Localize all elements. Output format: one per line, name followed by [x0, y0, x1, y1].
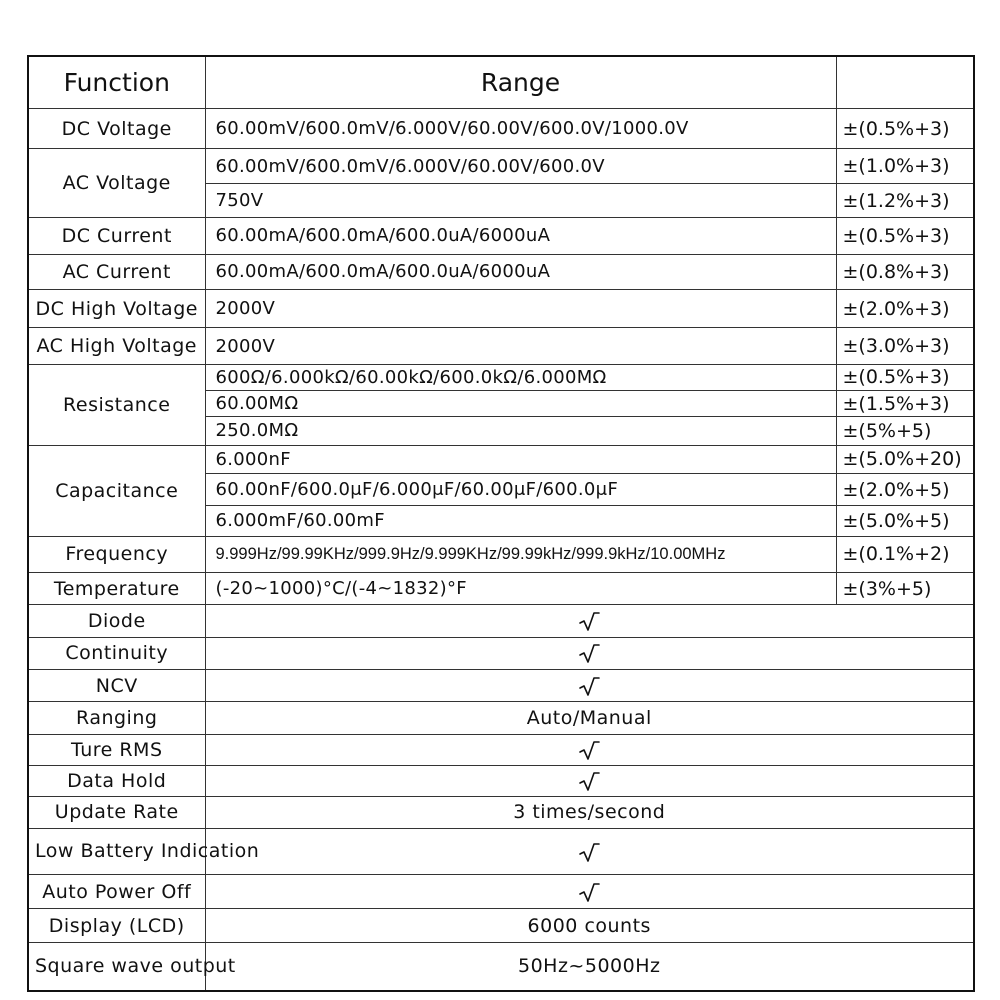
- supported-cell: [205, 828, 974, 874]
- table-row: [28, 702, 974, 734]
- function-dc-current: DC Current: [28, 218, 205, 254]
- function-capacitance: Capacitance: [28, 445, 205, 536]
- supported-cell: [205, 669, 974, 701]
- range-header: Range: [205, 56, 836, 109]
- supported-cell: [205, 605, 974, 637]
- range-value: (-20~1000)°C/(-4~1832)°F: [205, 572, 836, 604]
- supported-cell: [205, 765, 974, 796]
- table-row: [28, 637, 974, 669]
- table-row: [28, 669, 974, 701]
- accuracy-value: ±(0.5%+3): [836, 109, 974, 149]
- function-resistance: Resistance: [28, 364, 205, 445]
- table-row: [28, 218, 974, 254]
- function-data-hold: Data Hold: [28, 765, 205, 796]
- accuracy-value: ±(2.0%+5): [836, 473, 974, 505]
- function-ac-voltage: AC Voltage: [28, 149, 205, 218]
- table-row: [28, 289, 974, 327]
- table-row: [28, 445, 974, 473]
- range-value: 6.000mF/60.00mF: [205, 506, 836, 536]
- range-value: 2000V: [205, 289, 836, 327]
- range-value: 60.00MΩ: [205, 390, 836, 416]
- check-mark-icon: [578, 841, 600, 863]
- table-row: [28, 605, 974, 637]
- accuracy-value: ±(3.0%+3): [836, 328, 974, 364]
- accuracy-value: ±(0.5%+3): [836, 364, 974, 390]
- range-value: 600Ω/6.000kΩ/60.00kΩ/600.0kΩ/6.000MΩ: [205, 364, 836, 390]
- table-row: [28, 364, 974, 390]
- table-row: [28, 875, 974, 909]
- table-row: [28, 536, 974, 572]
- table-row: [28, 797, 974, 828]
- range-value: 2000V: [205, 328, 836, 364]
- accuracy-value: ±(2.0%+3): [836, 289, 974, 327]
- range-value: 250.0MΩ: [205, 417, 836, 445]
- table-row: [28, 734, 974, 765]
- function-square-wave: Square wave output: [28, 942, 205, 991]
- accuracy-value: ±(1.2%+3): [836, 183, 974, 217]
- range-value: 60.00nF/600.0μF/6.000μF/60.00μF/600.0μF: [205, 473, 836, 505]
- check-mark-icon: [578, 881, 600, 903]
- range-value: 9.999Hz/99.99KHz/999.9Hz/9.999KHz/99.99kHz/999.9kHz/10.00MHz: [205, 536, 836, 572]
- check-mark-icon: [578, 675, 600, 697]
- function-frequency: Frequency: [28, 536, 205, 572]
- accuracy-value: ±(0.1%+2): [836, 536, 974, 572]
- function-temperature: Temperature: [28, 572, 205, 604]
- function-ac-high-voltage: AC High Voltage: [28, 328, 205, 364]
- table-row: [28, 909, 974, 942]
- accuracy-value: ±(3%+5): [836, 572, 974, 604]
- accuracy-value: ±(1.0%+3): [836, 149, 974, 183]
- supported-cell: [205, 875, 974, 909]
- check-mark-icon: [578, 642, 600, 664]
- range-value: 60.00mV/600.0mV/6.000V/60.00V/600.0V/1000.0V: [205, 109, 836, 149]
- accuracy-value: ±(5.0%+20): [836, 445, 974, 473]
- supported-cell: [205, 637, 974, 669]
- table-row: [28, 942, 974, 991]
- accuracy-header: [836, 56, 974, 109]
- function-true-rms: Ture RMS: [28, 734, 205, 765]
- accuracy-value: ±(0.8%+3): [836, 254, 974, 289]
- spec-table: [27, 55, 975, 992]
- table-row: [28, 109, 974, 149]
- check-mark-icon: [578, 610, 600, 632]
- range-value: 60.00mA/600.0mA/600.0uA/6000uA: [205, 254, 836, 289]
- range-value: 60.00mV/600.0mV/6.000V/60.00V/600.0V: [205, 149, 836, 183]
- function-dc-high-voltage: DC High Voltage: [28, 289, 205, 327]
- ranging-value: Auto/Manual: [205, 702, 974, 734]
- range-value: 6.000nF: [205, 445, 836, 473]
- display-value: 6000 counts: [205, 909, 974, 942]
- function-low-battery: Low Battery Indication: [28, 828, 205, 874]
- function-ac-current: AC Current: [28, 254, 205, 289]
- supported-cell: [205, 734, 974, 765]
- table-row: [28, 328, 974, 364]
- range-value: 60.00mA/600.0mA/600.0uA/6000uA: [205, 218, 836, 254]
- accuracy-value: ±(1.5%+3): [836, 390, 974, 416]
- function-dc-voltage: DC Voltage: [28, 109, 205, 149]
- table-row: [28, 254, 974, 289]
- table-row: [28, 828, 974, 874]
- function-diode: Diode: [28, 605, 205, 637]
- table-row: [28, 572, 974, 604]
- function-ncv: NCV: [28, 669, 205, 701]
- update-rate-value: 3 times/second: [205, 797, 974, 828]
- function-continuity: Continuity: [28, 637, 205, 669]
- check-mark-icon: [578, 739, 600, 761]
- check-mark-icon: [578, 770, 600, 792]
- accuracy-value: ±(0.5%+3): [836, 218, 974, 254]
- function-auto-power-off: Auto Power Off: [28, 875, 205, 909]
- function-header: Function: [28, 56, 205, 109]
- range-value: 750V: [205, 183, 836, 217]
- accuracy-value: ±(5%+5): [836, 417, 974, 445]
- table-row: [28, 149, 974, 183]
- function-ranging: Ranging: [28, 702, 205, 734]
- accuracy-value: ±(5.0%+5): [836, 506, 974, 536]
- function-update-rate: Update Rate: [28, 797, 205, 828]
- header-row: [28, 56, 974, 109]
- table-row: [28, 765, 974, 796]
- function-display-lcd: Display (LCD): [28, 909, 205, 942]
- square-wave-value: 50Hz~5000Hz: [205, 942, 974, 991]
